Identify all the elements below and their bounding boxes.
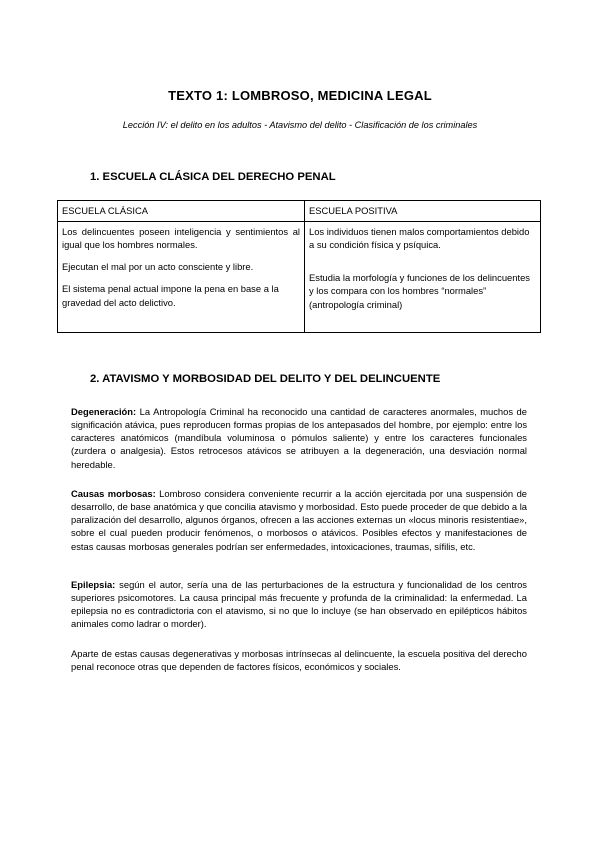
positiva-point: Los individuos tienen malos comportamientos debido a su condición física y psíquica. <box>309 226 530 251</box>
cell-escuela-clasica <box>58 222 305 333</box>
section-2-heading: 2. ATAVISMO Y MORBOSIDAD DEL DELITO Y DEL DELINCUENTE <box>90 373 441 385</box>
clasica-point: El sistema penal actual impone la pena en base a la gravedad del acto delictivo. <box>62 283 279 308</box>
term-causas-morbosas: Causas morbosas: <box>71 488 156 499</box>
paragraph-degeneracion <box>71 405 527 471</box>
text-conclusion: Aparte de estas causas degenerativas y morbosas intrínsecas al delincuente, la escuela positiva del derecho penal reconoce otras que dependen de factores físicos, económicos y sociales. <box>71 648 527 673</box>
comparison-table <box>57 200 541 333</box>
term-degeneracion: Degeneración: <box>71 406 137 417</box>
positiva-point: Estudia la morfología y funciones de los delincuentes y los compara con los hombres “normales” (antropología criminal) <box>309 272 530 310</box>
document-title: TEXTO 1: LOMBROSO, MEDICINA LEGAL <box>168 88 432 103</box>
paragraph-causas-morbosas <box>71 487 527 553</box>
header-escuela-clasica: ESCUELA CLÁSICA <box>58 201 305 222</box>
paragraph-epilepsia <box>71 578 527 631</box>
table-row <box>58 222 541 333</box>
text-causas-morbosas: Lombroso considera conveniente recurrir a la acción ejercitada por una suspensión de desarrollo, de base anatómica y que concilia atavismo y morbosidad. Esto puede proceder de que debido a la paralización del desarrollo, algunos órganos, ofrecen a las acciones externas un «locus minoris resistentiae», sobre el cual pueden producir fenómenos, o morbosos o atávicos. Posibles efectos y manifestaciones de estas causas morbosas generales podrían ser enfermedades, intoxicaciones, traumas, sífilis, etc. <box>71 488 528 552</box>
section-1-heading: 1. ESCUELA CLÁSICA DEL DERECHO PENAL <box>90 171 336 183</box>
table-header-row <box>58 201 541 222</box>
text-degeneracion: La Antropología Criminal ha reconocido una cantidad de caracteres anormales, muchos de significación atávica, pues reproducen formas propias de los antepasados del hombre, por ejemplo: entre los caracteres anatómicos (mandíbula voluminosa o pómulos saliente) y entre los caracteres funcionales (zurdera o analgesia). Estos retrocesos atávicos se atribuyen a la degeneración, una desviación normal heredable. <box>71 406 527 470</box>
text-epilepsia: según el autor, sería una de las perturbaciones de la estructura y funcionalidad de los centros superiores psicomotores. La causa principal más frecuente y profunda de la criminalidad: la enfermedad. La epilepsia no es contradictoria con el atavismo, si no que lo incluye (se han observado en epilépticos hábitos animales como ladrar o morder). <box>71 579 527 630</box>
term-epilepsia: Epilepsia: <box>71 579 116 590</box>
header-escuela-positiva: ESCUELA POSITIVA <box>305 201 541 222</box>
clasica-point: Los delincuentes poseen inteligencia y sentimientos al igual que los hombres normales. <box>62 226 300 251</box>
paragraph-conclusion <box>71 647 527 673</box>
cell-escuela-positiva <box>305 222 541 333</box>
document-subtitle: Lección IV: el delito en los adultos - Atavismo del delito - Clasificación de los criminales <box>122 120 478 130</box>
clasica-point: Ejecutan el mal por un acto consciente y libre. <box>62 261 254 273</box>
